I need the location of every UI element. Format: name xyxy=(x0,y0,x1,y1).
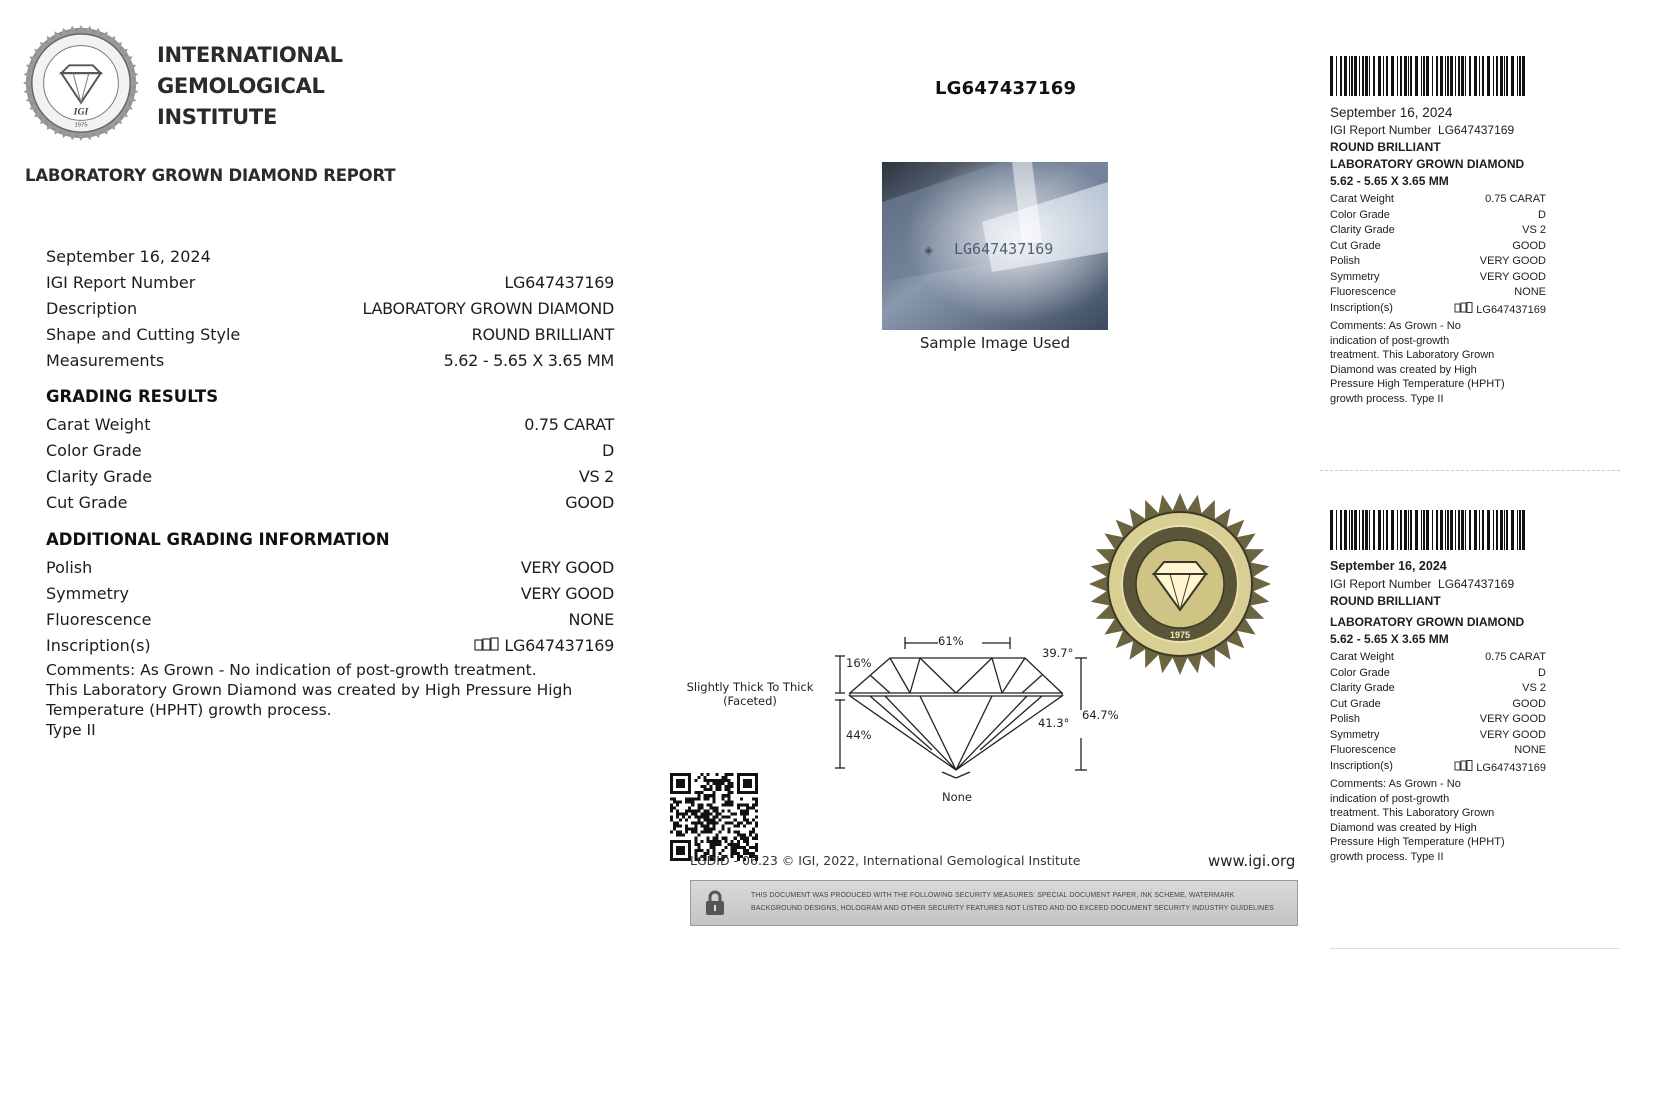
fluorescence-value: NONE xyxy=(568,609,614,629)
fluorescence-row xyxy=(46,606,614,632)
copyright-text: LGDID - 06.23 © IGI, 2022, International Gemological Institute xyxy=(690,853,1081,868)
stub-color-row xyxy=(1330,209,1546,225)
stub-measurements: 5.62 - 5.65 X 3.65 MM xyxy=(1330,174,1449,188)
stub-color-label: Color Grade xyxy=(1330,666,1390,679)
report-title: LABORATORY GROWN DIAMOND REPORT xyxy=(25,166,396,185)
website-link[interactable]: www.igi.org xyxy=(1208,852,1296,870)
stub-comment-line: Diamond was created by High xyxy=(1330,821,1477,834)
stub-inscription-row xyxy=(1330,760,1546,776)
institute-name xyxy=(157,40,343,133)
stub-polish-row xyxy=(1330,713,1546,729)
polish-value: VERY GOOD xyxy=(520,557,614,577)
carat-row xyxy=(46,411,614,437)
stub-symmetry: VERY GOOD xyxy=(1479,270,1546,283)
stub-color: D xyxy=(1538,208,1546,221)
stub-comment-line: indication of post-growth xyxy=(1330,334,1450,347)
color-row xyxy=(46,437,614,463)
stub-polish-row xyxy=(1330,255,1546,271)
stub-fluorescence-label: Fluorescence xyxy=(1330,286,1397,298)
symmetry-row xyxy=(46,580,614,606)
comments-block xyxy=(46,660,606,740)
stub-polish: VERY GOOD xyxy=(1479,713,1546,725)
clarity-label: Clarity Grade xyxy=(46,466,153,486)
stub-top xyxy=(1330,56,1546,406)
stub-comment-line: Comments: As Grown - No xyxy=(1330,320,1461,332)
stub-inscription-wrap xyxy=(1454,302,1546,318)
measurements-row xyxy=(46,347,614,373)
svg-text:1975: 1975 xyxy=(1169,630,1191,640)
inscription-label: Inscription(s) xyxy=(46,635,151,655)
stub-color: D xyxy=(1538,666,1546,679)
stub-comment-line: treatment. This Laboratory Grown xyxy=(1330,807,1495,819)
stub-description: LABORATORY GROWN DIAMOND xyxy=(1330,615,1525,629)
report-number-label: IGI Report Number xyxy=(46,272,196,292)
stub-date: September 16, 2024 xyxy=(1330,559,1447,573)
stub-inscription: LG647437169 xyxy=(1476,303,1546,316)
stub-comment-line: indication of post-growth xyxy=(1330,792,1450,805)
comments-line: This Laboratory Grown Diamond was created by High Pressure High xyxy=(46,681,573,699)
lock-icon xyxy=(703,889,727,917)
security-banner xyxy=(690,880,1298,926)
stub-clarity: VS 2 xyxy=(1522,682,1546,694)
stub-comment-line: Diamond was created by High xyxy=(1330,363,1477,376)
stub-symmetry: VERY GOOD xyxy=(1479,728,1546,741)
shape-row xyxy=(46,321,614,347)
girdle-line: (Faceted) xyxy=(723,694,777,708)
stub-carat-row xyxy=(1330,193,1546,209)
stub-shape: ROUND BRILLIANT xyxy=(1330,140,1441,154)
stub-description: LABORATORY GROWN DIAMOND xyxy=(1330,157,1525,171)
description-label: Description xyxy=(46,298,138,318)
stub-symmetry-label: Symmetry xyxy=(1330,270,1380,283)
stub-symmetry-label: Symmetry xyxy=(1330,728,1380,741)
pavilion-angle: 41.3° xyxy=(1038,716,1070,730)
stub-inscription-label: Inscription(s) xyxy=(1330,759,1393,772)
stub-cut: GOOD xyxy=(1512,697,1546,710)
stub-report-number-line xyxy=(1330,123,1546,140)
color-label: Color Grade xyxy=(46,440,142,460)
stub-fluorescence-row xyxy=(1330,286,1546,302)
stub-report-number-line xyxy=(1330,577,1546,594)
svg-text:◈: ◈ xyxy=(924,243,934,257)
report-date: September 16, 2024 xyxy=(46,246,211,266)
color-value: D xyxy=(601,440,614,460)
cut-line xyxy=(1320,470,1620,471)
barcode-icon xyxy=(1330,510,1530,550)
qr-code[interactable] xyxy=(670,773,758,861)
shape-value: ROUND BRILLIANT xyxy=(471,324,614,344)
polish-row xyxy=(46,554,614,580)
culet-label: None xyxy=(942,790,973,804)
stub-report-number-label: IGI Report Number xyxy=(1330,123,1432,137)
stub-carat-row xyxy=(1330,651,1546,667)
stub-clarity-label: Clarity Grade xyxy=(1330,224,1395,236)
inscription-value-wrap xyxy=(474,636,614,655)
measurements-label: Measurements xyxy=(46,350,165,370)
svg-text:IGI: IGI xyxy=(73,106,89,118)
carat-label: Carat Weight xyxy=(46,414,151,434)
stub-report-number: LG647437169 xyxy=(1438,577,1515,591)
girdle-description xyxy=(680,680,820,708)
institute-name-line: GEMOLOGICAL xyxy=(157,74,325,98)
comments-line: Type II xyxy=(46,721,96,739)
stub-carat-label: Carat Weight xyxy=(1330,193,1394,205)
stub-polish-label: Polish xyxy=(1330,713,1360,725)
stub-measurements: 5.62 - 5.65 X 3.65 MM xyxy=(1330,632,1449,646)
stub-shape: ROUND BRILLIANT xyxy=(1330,594,1441,608)
stub-carat: 0.75 CARAT xyxy=(1485,651,1546,663)
stub-cut-row xyxy=(1330,698,1546,714)
stub-symmetry-row xyxy=(1330,271,1546,287)
stub-inscription: LG647437169 xyxy=(1476,761,1546,774)
additional-grading-heading: ADDITIONAL GRADING INFORMATION xyxy=(46,530,390,549)
clarity-row xyxy=(46,463,614,489)
stub-comment-line: growth process. Type II xyxy=(1330,850,1444,863)
sample-image-caption: Sample Image Used xyxy=(919,334,1071,352)
cut-line xyxy=(1330,948,1620,949)
stub-comment-line: Comments: As Grown - No xyxy=(1330,778,1461,790)
stub-color-row xyxy=(1330,667,1546,683)
stub-comments xyxy=(1330,319,1546,406)
description-row xyxy=(46,295,614,321)
stub-fluorescence-label: Fluorescence xyxy=(1330,744,1397,756)
clarity-value: VS 2 xyxy=(578,466,614,486)
stub-clarity-row xyxy=(1330,224,1546,240)
crown-height-percent: 16% xyxy=(846,656,872,670)
cut-label: Cut Grade xyxy=(46,492,128,512)
stub-symmetry-row xyxy=(1330,729,1546,745)
igi-inscription-icon xyxy=(474,637,500,653)
inscription-value: LG647437169 xyxy=(504,635,614,655)
svg-text:1975: 1975 xyxy=(74,122,88,129)
igi-seal-icon xyxy=(22,24,140,142)
symmetry-value: VERY GOOD xyxy=(520,583,614,603)
stub-carat-label: Carat Weight xyxy=(1330,651,1394,663)
shape-label: Shape and Cutting Style xyxy=(46,324,241,344)
fluorescence-label: Fluorescence xyxy=(46,609,152,629)
stub-cut: GOOD xyxy=(1512,239,1546,252)
stub-comment-line: Pressure High Temperature (HPHT) xyxy=(1330,378,1505,390)
stub-clarity-row xyxy=(1330,682,1546,698)
institute-name-line: INSTITUTE xyxy=(157,105,277,129)
stub-comment-line: Pressure High Temperature (HPHT) xyxy=(1330,836,1505,848)
stub-date: September 16, 2024 xyxy=(1330,105,1453,120)
report-number-row xyxy=(46,269,614,295)
report-date-row xyxy=(46,243,614,269)
stub-clarity: VS 2 xyxy=(1522,224,1546,236)
stub-fluorescence: NONE xyxy=(1514,286,1546,298)
description-value: LABORATORY GROWN DIAMOND xyxy=(362,298,614,318)
sample-inscription-image xyxy=(882,162,1108,330)
igi-inscription-icon xyxy=(1454,302,1474,314)
stub-bottom xyxy=(1330,510,1546,864)
stub-report-number-label: IGI Report Number xyxy=(1330,577,1432,591)
table-percent: 61% xyxy=(938,634,964,648)
cut-row xyxy=(46,489,614,515)
stub-fluorescence: NONE xyxy=(1514,744,1546,756)
comments-line: Temperature (HPHT) growth process. xyxy=(46,701,332,719)
igi-hologram-seal-icon xyxy=(1088,492,1272,676)
security-text: THIS DOCUMENT WAS PRODUCED WITH THE FOLLOWING SECURITY MEASURES: SPECIAL DOCUMENT PAPER, INK SCHEME, WATERMARK BACKGROUND DESIGNS, HOLOGRAM AND OTHER SECURITY FEATURES NOT LISTED AND DO EXCEED DOCUMENT SECURITY INDUSTRY GUIDELINES xyxy=(751,892,1274,912)
stub-carat: 0.75 CARAT xyxy=(1485,193,1546,205)
stub-inscription-label: Inscription(s) xyxy=(1330,301,1393,314)
girdle-line: Slightly Thick To Thick xyxy=(686,680,814,694)
crown-angle: 39.7° xyxy=(1042,646,1074,660)
grading-results-heading: GRADING RESULTS xyxy=(46,387,219,406)
total-depth-percent: 64.7% xyxy=(1082,708,1119,722)
stub-inscription-wrap xyxy=(1454,760,1546,776)
symmetry-label: Symmetry xyxy=(46,583,129,603)
barcode-icon xyxy=(1330,56,1530,96)
sample-inscription-text: LG647437169 xyxy=(954,240,1054,258)
stub-comment-line: treatment. This Laboratory Grown xyxy=(1330,349,1495,361)
pavilion-depth-percent: 44% xyxy=(846,728,872,742)
stub-cut-row xyxy=(1330,240,1546,256)
stub-comments xyxy=(1330,777,1546,864)
center-report-id: LG647437169 xyxy=(935,78,1077,99)
cut-value: GOOD xyxy=(565,492,614,512)
report-number-value: LG647437169 xyxy=(504,272,614,292)
stub-polish: VERY GOOD xyxy=(1479,255,1546,267)
igi-inscription-icon xyxy=(1454,760,1474,772)
stub-fluorescence-row xyxy=(1330,744,1546,760)
stub-cut-label: Cut Grade xyxy=(1330,697,1381,710)
stub-comment-line: growth process. Type II xyxy=(1330,392,1444,405)
stub-clarity-label: Clarity Grade xyxy=(1330,682,1395,694)
measurements-value: 5.62 - 5.65 X 3.65 MM xyxy=(443,350,614,370)
comments-line: Comments: As Grown - No indication of post-growth treatment. xyxy=(46,661,537,679)
institute-name-line: INTERNATIONAL xyxy=(157,43,343,67)
stub-report-number: LG647437169 xyxy=(1438,123,1515,137)
polish-label: Polish xyxy=(46,557,93,577)
stub-inscription-row xyxy=(1330,302,1546,318)
inscription-row xyxy=(46,632,614,658)
stub-polish-label: Polish xyxy=(1330,255,1360,267)
stub-color-label: Color Grade xyxy=(1330,208,1390,221)
carat-value: 0.75 CARAT xyxy=(524,414,614,434)
stub-cut-label: Cut Grade xyxy=(1330,239,1381,252)
